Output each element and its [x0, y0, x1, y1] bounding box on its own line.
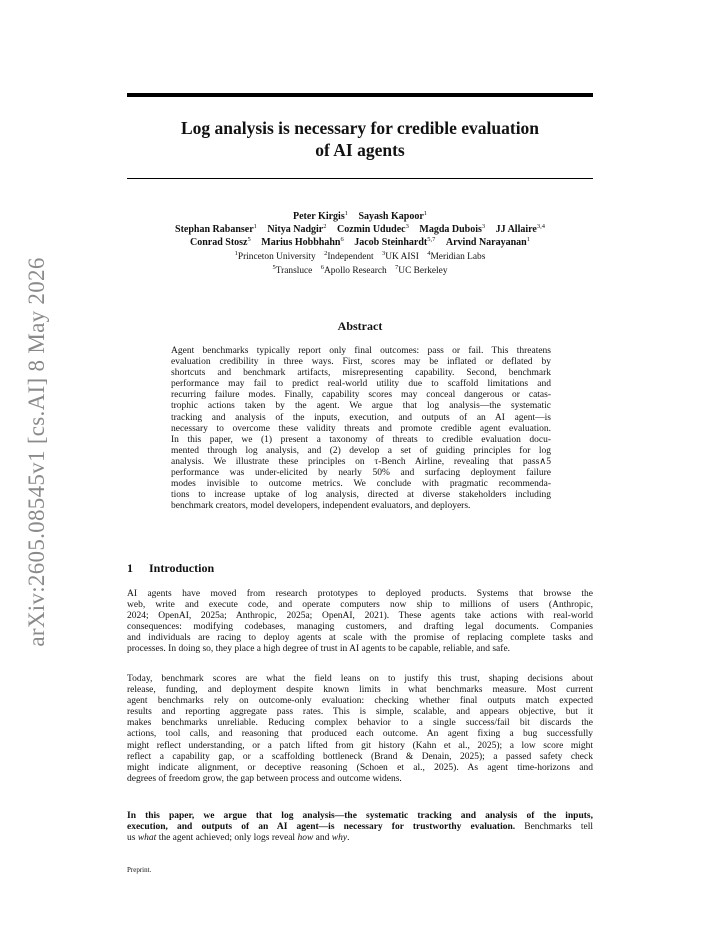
author: Stephan Rabanser$^1$	[175, 223, 257, 235]
text-line: and individuals are racing to deploy agents at scale with the promise of replacing complete tasks and	[127, 633, 593, 644]
affiliation: $^7$UC Berkeley	[395, 264, 448, 276]
paper-title-line: Log analysis is necessary for credible evaluation	[180, 118, 540, 138]
author: Peter Kirgis$^1$	[292, 210, 348, 222]
author: Marius Hobbhahn$^6$	[261, 236, 344, 248]
author: Nitya Nadgir$^2$	[267, 223, 327, 235]
bold-claim-line: In this paper, we argue that log analysis—the systematic tracking and analysis of the inputs,	[127, 811, 593, 821]
title-rule-top	[127, 93, 593, 97]
affiliation: $^1$Princeton University	[234, 250, 316, 262]
text-line: agent benchmarks rely on outcome-only evaluation: checking whether final outputs match expected	[127, 696, 593, 707]
abstract-line: shortcuts and benchmark artifacts, misrepresenting capability. Second, benchmark	[171, 368, 551, 379]
abstract-line: benchmark creators, model developers, independent evaluators, and deployers.	[171, 501, 471, 512]
text-line: 2024; OpenAI, 2025a; Anthropic, 2025a; OpenAI, 2021). These agents take actions with real-world	[127, 611, 593, 622]
abstract-line: necessary to overcome these validity threats and promote credible agent evaluation.	[171, 423, 551, 434]
text-line: processes. In doing so, they place a high degree of trust in AI agents to be capable, reliable, and safe.	[127, 644, 511, 655]
author: Cozmin Ududec$^3$	[337, 223, 409, 235]
text-line: reflect a capability gap, or a scaffolding bottleneck (Brand & Denain, 2025); a passed safety check	[127, 751, 593, 762]
abstract-line: recurring failure modes. Finally, capability scores may conceal dangerous or catas-	[171, 390, 551, 401]
affiliation: $^4$Meridian Labs	[427, 250, 486, 262]
intro-paragraph-3	[127, 811, 593, 844]
text-line: execution, and outputs of an AI agent—is necessary for trustworthy evaluation. Benchmarks tell	[127, 822, 593, 833]
paper-title-line: of AI agents	[315, 140, 405, 160]
author: Jacob Steinhardt$^{5,7}$	[354, 236, 436, 248]
text-line: release, funding, and deployment despite known limits in what benchmarks measure. Most current	[127, 685, 593, 696]
abstract-line: evaluation credibility in three ways. First, scores may be inflated or deflated by	[171, 357, 551, 368]
author-line	[90, 223, 630, 236]
affiliation: $^2$Independent	[324, 250, 374, 262]
affiliation: $^3$UK AISI	[382, 250, 419, 262]
preprint-footer: Preprint.	[127, 866, 152, 874]
abstract-line: Agent benchmarks typically report only final outcomes: pass or fail. This threatens	[171, 346, 551, 356]
arxiv-stamp	[22, 257, 52, 647]
affiliation: $^6$Apollo Research	[320, 264, 387, 276]
affiliation-line	[90, 251, 630, 264]
text-line: might indicate alignment, or deceptive reasoning (Schoen et al., 2025). As agent time-horizons and	[127, 762, 593, 773]
abstract-body	[171, 346, 551, 512]
abstract-line: analysis. We illustrate these principles on τ-Bench Airline, revealing that pass∧5	[171, 456, 551, 467]
text-line: Today, benchmark scores are what the field leans on to justify this trust, shaping decisions about	[127, 674, 593, 684]
author-line	[90, 210, 630, 223]
text-line: actions, tool calls, and reasoning that produced each outcome. An agent fixing a bug successfully	[127, 729, 593, 740]
arxiv-stamp-text[interactable]: arXiv:2605.08545v1 [cs.AI] 8 May 2026	[24, 257, 49, 647]
abstract-line: trophic actions taken by the agent. We argue that log analysis—the systematic	[171, 401, 551, 412]
affiliation: $^5$Transluce	[272, 264, 313, 276]
text-line: makes benchmarks unreliable. Reducing complex behavior to a single success/fail bit discards the	[127, 718, 593, 729]
paper-title	[127, 117, 593, 161]
text-line: results and reporting aggregate pass rates. This is simple, scalable, and appears objective, but it	[127, 707, 593, 718]
section-number: 1	[127, 561, 133, 575]
title-rule-bottom	[127, 178, 593, 179]
author: Sayash Kapoor$^1$	[358, 210, 428, 222]
text-line: web, write and execute code, and operate computers now ship to millions of users (Anthropic,	[127, 600, 593, 611]
abstract-line: In this paper, we (1) present a taxonomy of threats to credible evaluation docu-	[171, 434, 551, 445]
author-line	[90, 236, 630, 249]
author: JJ Allaire$^{3,4}$	[495, 223, 545, 235]
author-block	[90, 210, 630, 278]
intro-paragraph-2	[127, 674, 593, 785]
text-line: consequences: modifying codebases, managing customers, and drafting legal documents. Companies	[127, 622, 593, 633]
author: Magda Dubois$^3$	[419, 223, 486, 235]
abstract-line: tions to increase uptake of log analysis, directed at diverse stakeholders including	[171, 490, 551, 501]
abstract-line: modes invisible to outcome metrics. We conclude with pragmatic recommenda-	[171, 479, 551, 490]
affiliation-line	[90, 265, 630, 278]
text-line: AI agents have moved from research prototypes to deployed products. Systems that browse the	[127, 589, 593, 599]
intro-paragraph-1	[127, 589, 593, 656]
text-line: degrees of freedom grow, the gap between process and outcome widens.	[127, 773, 402, 784]
abstract-line: performance was under-elicited by nearly 50% and surfacing deployment failure	[171, 468, 551, 479]
section-title: Introduction	[149, 561, 215, 575]
abstract-line: performance may fail to predict real-world utility due to scaffold limitations and	[171, 379, 551, 390]
abstract-heading: Abstract	[337, 319, 383, 333]
author: Conrad Stosz$^5$	[189, 236, 251, 248]
section-heading	[127, 561, 214, 576]
abstract-line: mented through log analysis, and (2) develop a set of guiding principles for log	[171, 445, 551, 456]
abstract-line: tracking and analysis of the inputs, execution, and outputs of an AI agent—is	[171, 412, 551, 423]
author: Arvind Narayanan$^1$	[445, 236, 530, 248]
text-line: us what the agent achieved; only logs reveal how and why.	[127, 833, 350, 844]
text-line: might reflect understanding, or a patch lifted from git history (Kahn et al., 2025); a low score might	[127, 740, 593, 751]
